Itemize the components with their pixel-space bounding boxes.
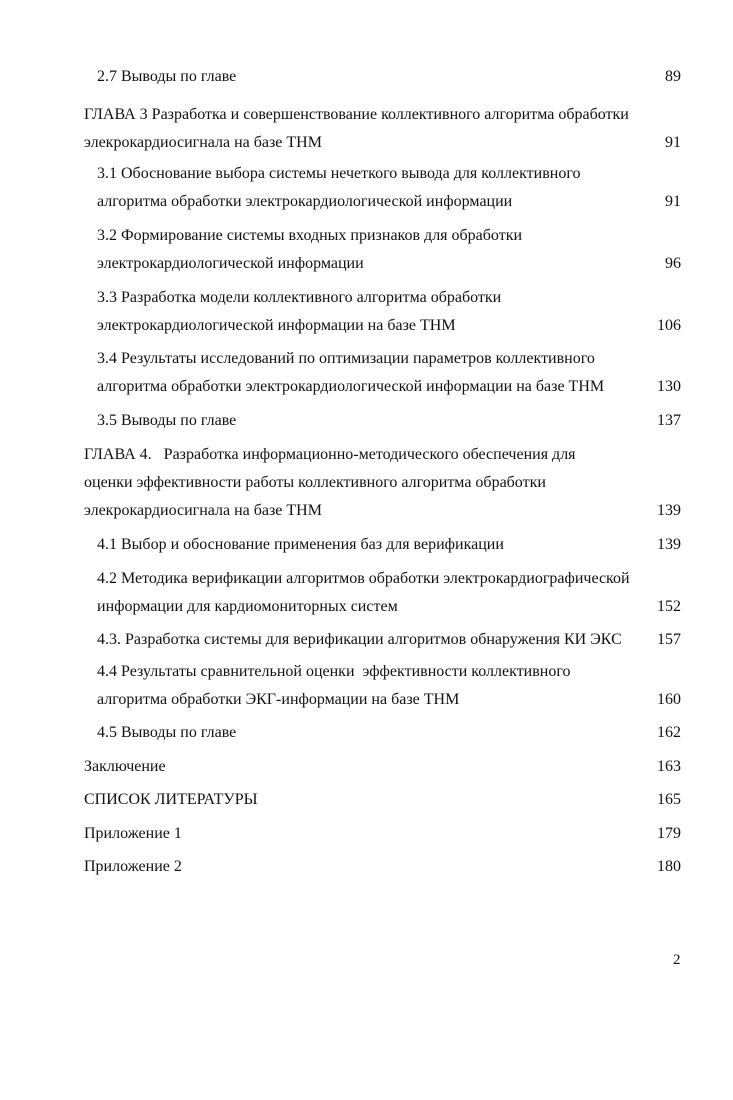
- toc-line: [84, 786, 681, 814]
- toc-entry-title: СПИСОК ЛИТЕРАТУРЫ: [84, 791, 258, 808]
- page-number: 2: [673, 952, 681, 968]
- toc-page-number: 152: [657, 598, 681, 615]
- toc-entry: [97, 531, 681, 559]
- toc-page-number: 179: [657, 825, 681, 842]
- toc-entry: [97, 284, 681, 340]
- toc-entry-title: 3.5 Выводы по главе: [97, 412, 237, 429]
- toc-entry: [97, 222, 681, 278]
- toc-entry-title: 3.2 Формирование системы входных признаков для обработки: [97, 227, 523, 244]
- toc-entry-title: элекрокардиосигнала на базе ТНМ: [84, 134, 322, 151]
- toc-entry-title: Приложение 1: [84, 825, 182, 842]
- toc-page-number: 180: [657, 858, 681, 875]
- toc-line: [84, 129, 681, 157]
- toc-entry: [97, 719, 681, 747]
- toc-entry: [84, 853, 681, 881]
- toc-line: [97, 565, 681, 593]
- toc-line: [84, 853, 681, 881]
- toc-entry-title: 4.2 Методика верификации алгоритмов обработки электрокардиографической: [97, 570, 630, 587]
- toc-entry: [84, 441, 681, 525]
- toc-entry-title: электрокардиологической информации: [97, 255, 364, 272]
- toc-entry: [97, 658, 681, 714]
- toc-line: [97, 312, 681, 340]
- toc-entry-title: Приложение 2: [84, 858, 182, 875]
- toc-page-number: 89: [665, 68, 681, 85]
- toc-line: [97, 188, 681, 216]
- toc-entry-title: 4.5 Выводы по главе: [97, 724, 237, 741]
- toc-page-number: 165: [657, 791, 681, 808]
- toc-page-number: 91: [665, 193, 681, 210]
- toc-entry-title: алгоритма обработки ЭКГ-информации на базе ТНМ: [97, 691, 460, 708]
- toc-entry: [97, 345, 681, 401]
- toc-entry-title: Заключение: [84, 758, 166, 775]
- toc-page-number: 106: [657, 317, 681, 334]
- toc-entry: [97, 626, 681, 654]
- toc-entry-title: 3.3 Разработка модели коллективного алгоритма обработки: [97, 289, 502, 306]
- toc-entry: [97, 63, 681, 91]
- toc-line: [97, 531, 681, 559]
- toc-line: [84, 753, 681, 781]
- toc-page-number: 163: [657, 758, 681, 775]
- toc-entry-title: 3.1 Обоснование выбора системы нечеткого вывода для коллективного: [97, 165, 581, 182]
- toc-entry-title: информации для кардиомониторных систем: [97, 598, 398, 615]
- toc-line: [84, 469, 681, 497]
- toc-line: [97, 63, 681, 91]
- toc-page-number: 139: [657, 536, 681, 553]
- toc-entry-title: ГЛАВА 3 Разработка и совершенствование коллективного алгоритма обработки: [84, 106, 629, 123]
- toc-entry-title: алгоритма обработки электрокардиологической информации: [97, 193, 513, 210]
- toc-line: [97, 284, 681, 312]
- toc-page-number: 96: [665, 255, 681, 272]
- toc-page-number: 137: [657, 412, 681, 429]
- toc-entry-title: ГЛАВА 4. Разработка информационно-методического обеспечения для: [84, 446, 576, 463]
- toc-line: [84, 101, 681, 129]
- toc-entry: [84, 786, 681, 814]
- toc-entry: [97, 565, 681, 621]
- toc-line: [97, 160, 681, 188]
- toc-entry-title: электрокардиологической информации на базе ТНМ: [97, 317, 456, 334]
- toc-entry: [84, 820, 681, 848]
- toc-line: [97, 373, 681, 401]
- toc-page-number: 91: [665, 134, 681, 151]
- toc-page-number: 160: [657, 691, 681, 708]
- toc-line: [84, 497, 681, 525]
- toc-entry: [97, 160, 681, 216]
- toc-line: [84, 441, 681, 469]
- toc-line: [97, 345, 681, 373]
- toc-page-number: 139: [657, 502, 681, 519]
- toc-entry-title: элекрокардиосигнала на базе ТНМ: [84, 502, 322, 519]
- toc-line: [97, 407, 681, 435]
- toc-line: [97, 658, 681, 686]
- toc-entry-title: 4.1 Выбор и обоснование применения баз для верификации: [97, 536, 504, 553]
- toc-line: [97, 719, 681, 747]
- toc-entry: [84, 101, 681, 157]
- toc-entry-title: алгоритма обработки электрокардиологической информации на базе ТНМ: [97, 378, 605, 395]
- toc-entry-title: 3.4 Результаты исследований по оптимизации параметров коллективного: [97, 350, 595, 367]
- toc-entry-title: 4.3. Разработка системы для верификации алгоритмов обнаружения КИ ЭКС: [97, 631, 622, 648]
- toc-page-number: 162: [657, 724, 681, 741]
- toc-entry: [84, 753, 681, 781]
- toc-line: [97, 593, 681, 621]
- toc-entry-title: 2.7 Выводы по главе: [97, 68, 237, 85]
- toc-line: [84, 820, 681, 848]
- toc-line: [97, 222, 681, 250]
- toc-line: [97, 626, 681, 654]
- toc-entry: [97, 407, 681, 435]
- toc-entry-title: 4.4 Результаты сравнительной оценки эффективности коллективного: [97, 663, 571, 680]
- toc-page-number: 157: [657, 631, 681, 648]
- toc-line: [97, 250, 681, 278]
- toc-entry-title: оценки эффективности работы коллективного алгоритма обработки: [84, 474, 546, 491]
- toc-page-number: 130: [657, 378, 681, 395]
- toc-line: [97, 686, 681, 714]
